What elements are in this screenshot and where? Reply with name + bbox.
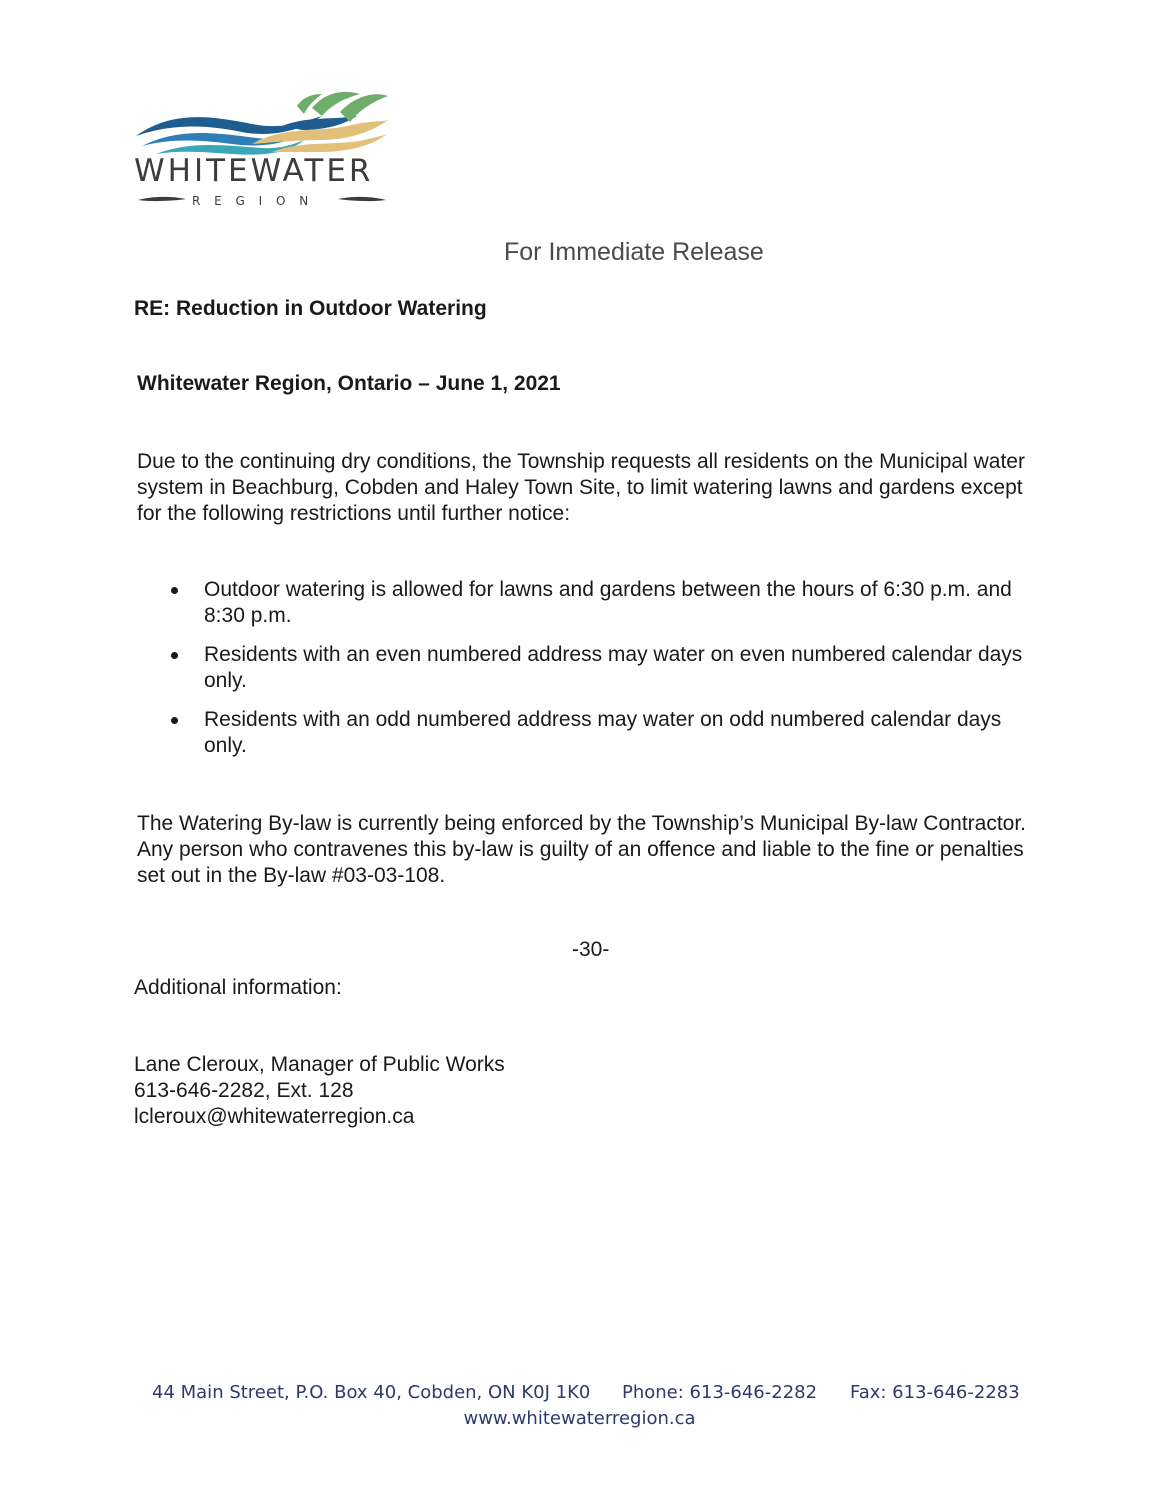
intro-paragraph: Due to the continuing dry conditions, the Township requests all residents on the Municipal water system in Beachburg, Cobden and Haley Town Site, to limit watering lawns and gardens except for the following restrictions until further notice: [137,450,1025,525]
additional-info-label: Additional information: [134,976,342,999]
bullet-icon [171,717,178,724]
contact-name-title: Lane Cleroux, Manager of Public Works [134,1053,505,1076]
enforcement-paragraph: The Watering By-law is currently being enforced by the Township’s Municipal By-law Contractor. Any person who contravenes this by-law is guilty of an offence and liable to the fine or penalties set out in the By-law #03-03-108. [137,812,1027,887]
footer-address: 44 Main Street, P.O. Box 40, Cobden, ON K0J 1K0 [152,1382,591,1403]
list-item [168,707,1038,759]
subject-line: RE: Reduction in Outdoor Watering [134,297,487,320]
restriction-text: Outdoor watering is allowed for lawns and gardens between the hours of 6:30 p.m. and 8:30 p.m. [204,578,1012,627]
restriction-text: Residents with an even numbered address may water on even numbered calendar days only. [204,643,1023,692]
release-heading: For Immediate Release [504,238,764,266]
list-item [168,642,1038,694]
footer-phone: Phone: 613-646-2282 [622,1382,818,1403]
footer-website[interactable]: www.whitewaterregion.ca [463,1408,696,1429]
logo-subtitle: R E G I O N [192,194,314,208]
restriction-text: Residents with an odd numbered address may water on odd numbered calendar days only. [204,708,1002,757]
list-item [168,577,1038,629]
contact-phone: 613-646-2282, Ext. 128 [134,1079,354,1102]
contact-email[interactable]: lcleroux@whitewaterregion.ca [134,1105,415,1128]
contact-block [134,1052,505,1130]
bullet-icon [171,587,178,594]
whitewater-region-logo [132,86,394,210]
logo-graphic [132,86,394,210]
end-mark: -30- [572,938,610,961]
restrictions-list [168,577,1038,772]
footer-fax: Fax: 613-646-2283 [850,1382,1020,1403]
dateline: Whitewater Region, Ontario – June 1, 2021 [137,372,561,395]
bullet-icon [171,652,178,659]
logo-wordmark: WHITEWATER [134,153,374,189]
